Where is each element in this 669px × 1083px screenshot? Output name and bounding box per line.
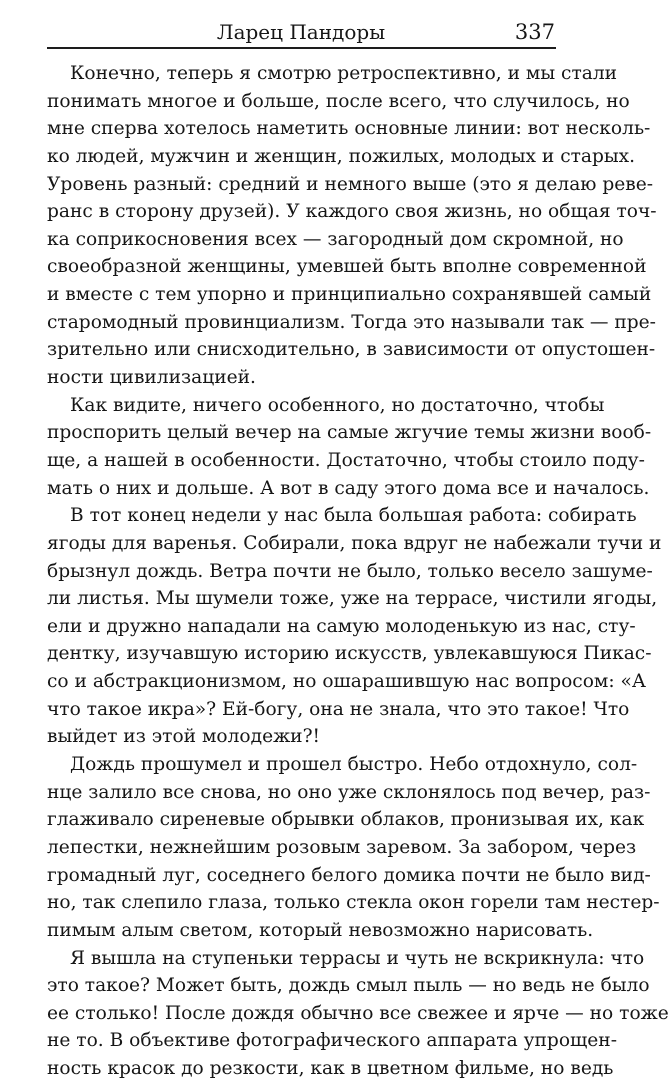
paragraph-1 — [47, 60, 657, 392]
text-line: мне сперва хотелось наметить основные линии: вот несколь- — [47, 118, 651, 140]
page-number: 337 — [514, 20, 555, 44]
text-line: но, так слепило глаза, только стекла окон горели там нестер- — [47, 892, 660, 914]
header-rule — [47, 47, 556, 49]
text-line: громадный луг, соседнего белого домика почти не было вид- — [47, 864, 651, 886]
body-text — [47, 60, 669, 1083]
text-line: и вместе с тем упорно и принципиально сохранявшей самый — [47, 284, 652, 306]
text-line: старомодный провинциализм. Тогда это называли так — пре- — [47, 311, 656, 333]
paragraph-2 — [47, 392, 652, 503]
text-line: пимым алым светом, который невозможно нарисовать. — [47, 919, 594, 941]
text-line: глаживало сиреневые обрывки облаков, пронизывая их, как — [47, 809, 645, 831]
text-line: не то. В объективе фотографического аппарата упрощен- — [47, 1030, 617, 1052]
text-line: понимать многое и больше, после всего, что случилось, но — [47, 90, 630, 112]
text-line: проспорить целый вечер на самые жгучие темы жизни вооб- — [47, 422, 652, 444]
text-line: ее столько! После дождя обычно все свежее и ярче — но тоже — [47, 1002, 669, 1024]
text-line: Конечно, теперь я смотрю ретроспективно, и мы стали — [70, 63, 618, 84]
text-line: ко людей, мужчин и женщин, пожилых, молодых и старых. — [47, 145, 636, 167]
text-line: нце залило все снова, но оно уже склонялось под вечер, раз- — [47, 781, 651, 803]
text-line: ще, а нашей в особенности. Достаточно, чтобы стоило поду- — [47, 449, 645, 471]
text-line: это такое? Может быть, дождь смыл пыль — но ведь не было — [47, 975, 650, 997]
text-line: со и абстракционизмом, но ошарашившую нас вопросом: «А — [47, 671, 647, 693]
text-line: мать о них и дольше. А вот в саду этого дома все и началось. — [47, 477, 650, 499]
text-line: своеобразной женщины, умевшей быть вполне современной — [47, 256, 647, 278]
text-line: Уровень разный: средний и немного выше (это я делаю реве- — [47, 173, 654, 195]
text-line: выйдет из этой молодежи?! — [47, 726, 321, 748]
text-line: В тот конец недели у нас была большая работа: собирать — [70, 505, 637, 527]
text-line: дентку, изучавшую историю искусств, увлекавшуюся Пикас- — [47, 643, 652, 665]
text-line: ранс в сторону друзей). У каждого своя жизнь, но общая точ- — [47, 201, 657, 223]
text-line: ности цивилизацией. — [47, 367, 256, 389]
text-line: Я вышла на ступеньки террасы и чуть не вскрикнула: что — [70, 947, 645, 969]
text-line: ели и дружно нападали на самую молоденькую из нас, сту- — [47, 615, 636, 637]
text-line: ность красок до резкости, как в цветном фильме, но ведь — [47, 1058, 614, 1080]
text-line: Дождь прошумел и прошел быстро. Небо отдохнуло, сол- — [70, 754, 638, 776]
running-header — [47, 17, 555, 47]
text-line: брызнул дождь. Ветра почти не было, только весело зашуме- — [47, 560, 653, 582]
paragraph-5 — [47, 945, 669, 1083]
running-title: Ларец Пандоры — [216, 20, 386, 44]
paragraph-3 — [47, 502, 662, 751]
text-line: зрительно или снисходительно, в зависимости от опустошен- — [47, 339, 656, 361]
text-line: лепестки, нежнейшим розовым заревом. За забором, через — [47, 836, 637, 858]
text-line: что такое икра»? Ей-богу, она не знала, что это такое! Что — [47, 698, 630, 720]
text-line: ягоды для варенья. Собирали, пока вдруг не набежали тучи и — [47, 532, 662, 554]
text-line: Как видите, ничего особенного, но достаточно, чтобы — [70, 394, 605, 416]
text-line: ли листья. Мы шумели тоже, уже на террасе, чистили ягоды, — [47, 588, 658, 610]
paragraph-4 — [47, 751, 660, 944]
text-line: ка соприкосновения всех — загородный дом скромной, но — [47, 228, 624, 250]
